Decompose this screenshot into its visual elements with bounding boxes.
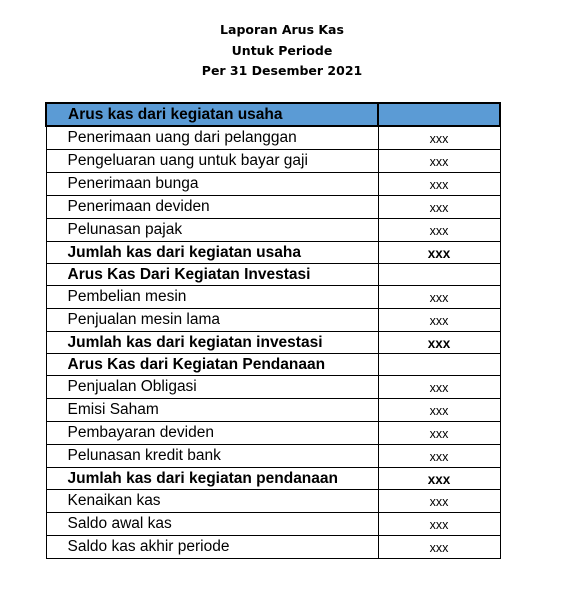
row-value: xxx: [378, 376, 500, 399]
subtotal-row: [46, 242, 500, 264]
row-label: Kenaikan kas: [46, 490, 378, 513]
table-row: [46, 196, 500, 219]
title-line-3: Per 31 Desember 2021: [201, 63, 363, 78]
row-value: xxx: [378, 399, 500, 422]
subtotal-row: [46, 332, 500, 354]
subtotal-row: [46, 468, 500, 490]
table-row: [46, 422, 500, 445]
title-line-2: Untuk Periode: [231, 42, 333, 58]
table-row: [46, 513, 500, 536]
row-value: xxx: [378, 286, 500, 309]
table-row: [46, 536, 500, 559]
row-value: [378, 264, 500, 286]
row-value: xxx: [378, 536, 500, 559]
row-label: Emisi Saham: [46, 399, 378, 422]
row-label: Pelunasan pajak: [46, 219, 378, 242]
cash-flow-table-body: [46, 103, 500, 559]
row-label: Saldo awal kas: [46, 513, 378, 536]
table-row: [46, 399, 500, 422]
row-label: Pelunasan kredit bank: [46, 445, 378, 468]
row-value: xxx: [378, 468, 500, 490]
cash-flow-table: [45, 102, 501, 559]
row-value: [378, 103, 500, 126]
table-row: [46, 150, 500, 173]
report-title: [0, 20, 564, 82]
row-value: xxx: [378, 513, 500, 536]
table-row: [46, 309, 500, 332]
row-label: Jumlah kas dari kegiatan investasi: [46, 332, 378, 354]
row-value: xxx: [378, 332, 500, 354]
table-row: [46, 126, 500, 150]
table-row: [46, 173, 500, 196]
row-label: Pembelian mesin: [46, 286, 378, 309]
title-line-1: Laporan Arus Kas: [220, 22, 344, 37]
row-label: Jumlah kas dari kegiatan usaha: [46, 242, 378, 264]
table-row: [46, 286, 500, 309]
table-row: [46, 490, 500, 513]
row-label: Penerimaan bunga: [46, 173, 378, 196]
table-row: [46, 219, 500, 242]
row-value: xxx: [378, 126, 500, 150]
row-label: Pembayaran deviden: [46, 422, 378, 445]
row-value: xxx: [378, 219, 500, 242]
row-value: [378, 354, 500, 376]
row-label: Arus kas dari kegiatan usaha: [46, 103, 378, 126]
row-label: Arus Kas dari Kegiatan Pendanaan: [46, 354, 378, 376]
row-value: xxx: [378, 173, 500, 196]
row-value: xxx: [378, 422, 500, 445]
row-label: Penjualan Obligasi: [46, 376, 378, 399]
row-value: xxx: [378, 490, 500, 513]
row-value: xxx: [378, 196, 500, 219]
row-value: xxx: [378, 309, 500, 332]
row-label: Penjualan mesin lama: [46, 309, 378, 332]
row-label: Arus Kas Dari Kegiatan Investasi: [46, 264, 378, 286]
row-label: Penerimaan deviden: [46, 196, 378, 219]
table-row: [46, 445, 500, 468]
table-row: [46, 376, 500, 399]
row-value: xxx: [378, 445, 500, 468]
row-label: Penerimaan uang dari pelanggan: [46, 126, 378, 150]
row-label: Jumlah kas dari kegiatan pendanaan: [46, 468, 378, 490]
row-value: xxx: [378, 242, 500, 264]
row-label: Saldo kas akhir periode: [46, 536, 378, 559]
subtotal-row: [46, 264, 500, 286]
row-label: Pengeluaran uang untuk bayar gaji: [46, 150, 378, 173]
section-header-row: [46, 103, 500, 126]
subtotal-row: [46, 354, 500, 376]
row-value: xxx: [378, 150, 500, 173]
